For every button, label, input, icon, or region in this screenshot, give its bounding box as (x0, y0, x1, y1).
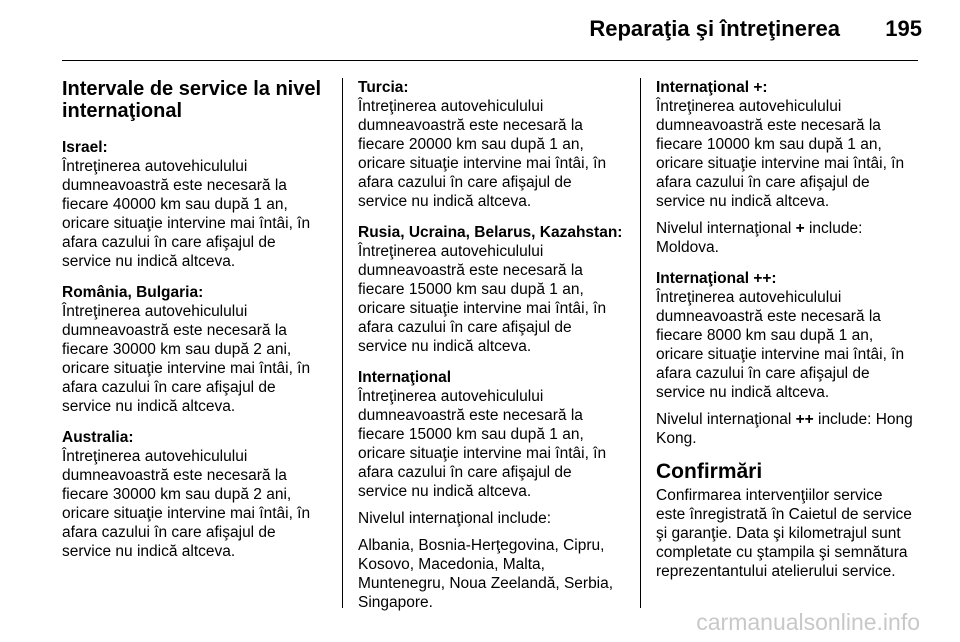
text-rusia: Întreţinerea autovehiculului dumneavoastră este necesară la fiecare 15000 km sau după 1 an, oricare situaţie intervine mai întâi, în afara cazului în care afişajul de service nu indică altceva. (358, 243, 607, 355)
heading-romania-bulgaria: România, Bulgaria: (62, 284, 204, 301)
heading-international-plusplus: Internaţional ++: (656, 270, 777, 287)
heading-turcia: Turcia: (358, 79, 409, 96)
section-title-confirmari: Confirmări (656, 460, 763, 483)
text-international-plus: Întreţinerea autovehiculului dumneavoastră este necesară la fiecare 10000 km sau după 1 an, oricare situaţie intervine mai întâi, în afara cazului în care afişajul de service nu indică altceva. (656, 98, 905, 210)
text-international-plusplus: Întreţinerea autovehiculului dumneavoastră este necesară la fiecare 8000 km sau după 1 an, oricare situaţie intervine mai întâi, în afara cazului în care afişajul de service nu indică altceva. (656, 289, 905, 401)
block-australia (62, 428, 332, 561)
section-title-service-intervals: Intervale de service la nivel internaţional (62, 78, 322, 122)
includes-suffix: include: Hong Kong. (656, 411, 913, 447)
column-3 (656, 78, 930, 581)
heading-australia: Australia: (62, 429, 134, 446)
text-israel: Întreţinerea autovehiculului dumneavoastră este necesară la fiecare 40000 km sau după 1 an, oricare situaţie intervine mai întâi, în afara cazului în care afişajul de service nu indică altceva. (62, 158, 311, 270)
includes-symbol: ++ (795, 411, 814, 428)
header-title: Reparaţia şi întreţinerea (589, 16, 840, 41)
heading-international: Internaţional (358, 369, 452, 386)
includes-prefix: Nivelul internaţional (656, 220, 796, 237)
includes-prefix: Nivelul internaţional (656, 411, 796, 428)
international-plusplus-includes (656, 410, 930, 448)
text-confirmari: Confirmarea intervenţiilor service este înregistrată în Caietul de service şi garanţie. Data şi kilometrajul sunt completate cu ştampila şi semnătura reprezentantului atelierului service. (656, 487, 912, 580)
block-international-plus (656, 78, 930, 211)
text-turcia: Întreţinerea autovehiculului dumneavoastră este necesară la fiecare 20000 km sau după 1 an, oricare situaţie intervine mai întâi, în afara cazului în care afişajul de service nu indică altceva. (358, 98, 607, 210)
column-divider-2 (640, 78, 641, 608)
header-divider (62, 60, 918, 61)
international-includes-label: Nivelul internaţional include: (358, 510, 552, 527)
column-2 (358, 78, 628, 612)
heading-israel: Israel: (62, 139, 108, 156)
column-1 (62, 78, 332, 573)
includes-symbol: + (795, 220, 805, 237)
heading-international-plus: Internaţional +: (656, 79, 768, 96)
text-australia: Întreţinerea autovehiculului dumneavoastră este necesară la fiecare 30000 km sau după 2 ani, oricare situaţie intervine mai întâi, în afara cazului în care afişajul de service nu indică altceva. (62, 448, 311, 560)
watermark: carmanualsonline.info (696, 609, 920, 635)
text-romania-bulgaria: Întreţinerea autovehiculului dumneavoastră este necesară la fiecare 30000 km sau după 2 ani, oricare situaţie intervine mai întâi, în afara cazului în care afişajul de service nu indică altceva. (62, 303, 311, 415)
block-international (358, 368, 628, 501)
column-divider-1 (342, 78, 343, 608)
block-international-plusplus (656, 269, 930, 402)
block-rusia (358, 223, 628, 356)
block-israel (62, 138, 332, 271)
includes-suffix: include: Moldova. (656, 220, 863, 256)
block-confirmari (656, 460, 930, 581)
text-international: Întreţinerea autovehiculului dumneavoastră este necesară la fiecare 15000 km sau după 1 an, oricare situaţie intervine mai întâi, în afara cazului în care afişajul de service nu indică altceva. (358, 388, 607, 500)
international-plus-includes (656, 219, 930, 257)
block-turcia (358, 78, 628, 211)
international-includes-list: Albania, Bosnia-Herţegovina, Cipru, Kosovo, Macedonia, Malta, Muntenegru, Noua Zeelandă, Serbia, Singapore. (358, 537, 614, 611)
block-romania-bulgaria (62, 283, 332, 416)
heading-rusia: Rusia, Ucraina, Belarus, Kazahstan: (358, 224, 623, 241)
page-number: 195 (885, 16, 922, 41)
